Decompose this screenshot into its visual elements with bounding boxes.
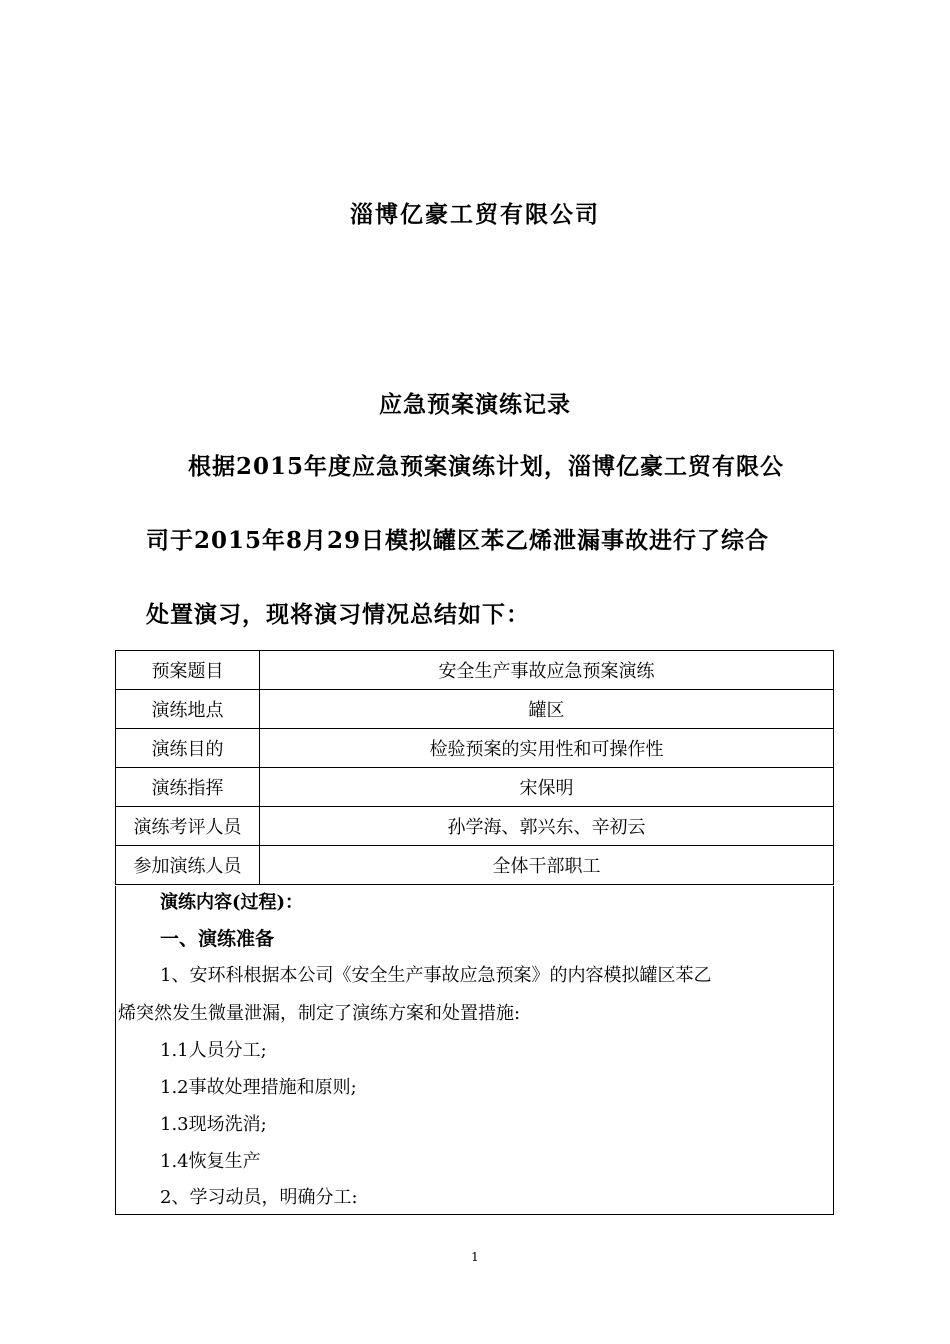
drill-content-cell [115, 886, 834, 1215]
page-number: 1 [471, 1250, 479, 1264]
section-heading-preparation: 一、演练准备 [160, 928, 275, 950]
row-value: 罐区 [260, 690, 834, 729]
row-label: 预案题目 [116, 651, 260, 690]
document-title: 应急预案演练记录 [379, 391, 571, 418]
row-value: 全体干部职工 [260, 846, 834, 885]
row-value: 检验预案的实用性和可操作性 [260, 729, 834, 768]
table-row [116, 690, 834, 729]
table-row [116, 768, 834, 807]
row-label: 演练目的 [116, 729, 260, 768]
intro-line-2: 司于2015年8月29日模拟罐区苯乙烯泄漏事故进行了综合 [146, 527, 770, 554]
row-label: 演练地点 [116, 690, 260, 729]
table-row [116, 651, 834, 690]
list-item: 1.2事故处理措施和原则; [160, 1077, 357, 1098]
paragraph-2: 2、学习动员，明确分工: [160, 1187, 358, 1208]
drill-info-table [115, 650, 834, 885]
table-row [116, 807, 834, 846]
company-name: 淄博亿豪工贸有限公司 [350, 201, 600, 228]
list-item: 1.3现场洗消; [160, 1114, 267, 1135]
row-value: 孙学海、郭兴东、辛初云 [260, 807, 834, 846]
row-value: 安全生产事故应急预案演练 [260, 651, 834, 690]
row-label: 参加演练人员 [116, 846, 260, 885]
paragraph-1-line-1: 1、安环科根据本公司《安全生产事故应急预案》的内容模拟罐区苯乙 [160, 965, 712, 986]
table-row [116, 729, 834, 768]
row-value: 宋保明 [260, 768, 834, 807]
intro-line-1: 根据2015年度应急预案演练计划，淄博亿豪工贸有限公 [188, 453, 785, 480]
intro-line-3: 处置演习，现将演习情况总结如下： [146, 601, 530, 628]
table-row [116, 846, 834, 885]
list-item: 1.1人员分工; [160, 1040, 267, 1061]
row-label: 演练考评人员 [116, 807, 260, 846]
paragraph-1-line-2: 烯突然发生微量泄漏，制定了演练方案和处置措施: [118, 1003, 521, 1024]
row-label: 演练指挥 [116, 768, 260, 807]
list-item: 1.4恢复生产 [160, 1151, 261, 1172]
content-heading: 演练内容(过程)： [160, 892, 304, 913]
